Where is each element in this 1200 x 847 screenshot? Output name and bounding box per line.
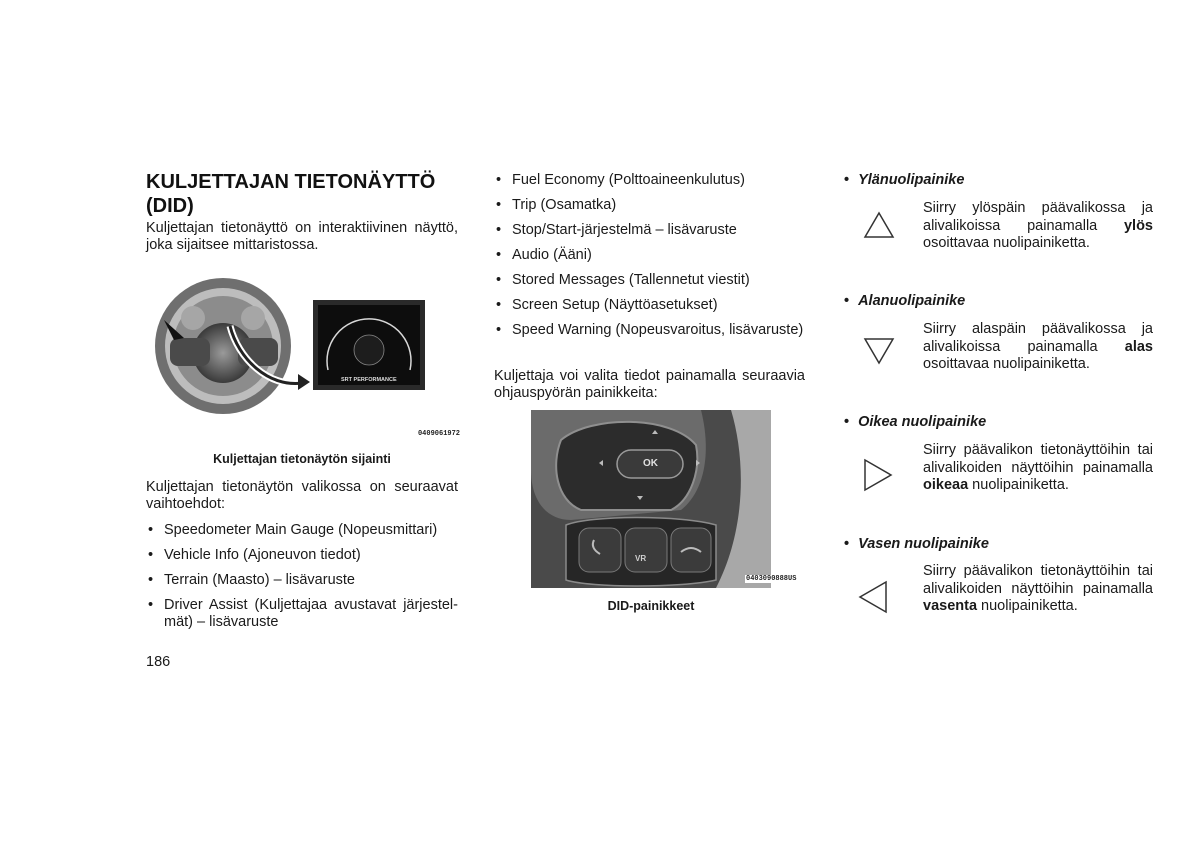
figure2-code: 0403090888US — [746, 575, 797, 583]
list-item: • Speed Warning (Nopeusvaroitus, lisävaruste) — [494, 322, 805, 339]
select-intro: Kuljettaja voi valita tiedot painamalla seuraavia ohjauspyörän painikkeita: — [494, 368, 805, 401]
up-button-title: Ylänuolipainike — [858, 172, 965, 188]
menu-list-1 — [146, 522, 458, 631]
left-button-title: Vasen nuolipainike — [858, 536, 989, 552]
list-item: • Fuel Economy (Polttoaineenkulutus) — [494, 172, 805, 189]
left-button-heading: • Vasen nuolipainike — [844, 536, 989, 552]
left-button-description: Siirry päävalikon tietonäyttöihin tai alivalikoiden näyttöihin painamalla vasenta nuolipainiketta. — [923, 563, 1153, 614]
list-item: • Stop/Start-järjestelmä – lisävaruste — [494, 222, 805, 239]
down-button-description: Siirry alaspäin päävalikossa ja alivalikoissa painamalla alas osoittavaa nuolipainiketta. — [923, 321, 1153, 372]
menu-intro: Kuljettajan tietonäytön valikossa on seuraavat vaihtoehdot: — [146, 479, 458, 512]
figure1-caption: Kuljettajan tietonäytön sijainti — [213, 452, 391, 466]
right-button-title: Oikea nuolipainike — [858, 414, 987, 430]
section-title-line1: KULJETTAJAN TIETONÄYTTÖ — [146, 171, 436, 193]
did-buttons-photo — [531, 410, 771, 588]
figure-did-location — [148, 278, 460, 443]
page-number: 186 — [146, 654, 171, 670]
left-arrow-icon — [857, 579, 889, 615]
up-button-heading: • Ylänuolipainike — [844, 172, 965, 188]
figure-did-buttons — [531, 410, 771, 588]
down-arrow-icon — [862, 336, 896, 366]
list-item: • Speedometer Main Gauge (Nopeusmittari) — [146, 522, 458, 539]
list-item: • Audio (Ääni) — [494, 247, 805, 264]
list-item: • Vehicle Info (Ajoneuvon tiedot) — [146, 547, 458, 564]
right-button-description: Siirry päävalikon tietonäyttöihin tai alivalikoiden näyttöihin painamalla oikeaa nuolipainiketta. — [923, 442, 1153, 493]
list-item: • Driver Assist (Kuljettajaa avustavat järjestel-mät) – lisävaruste — [146, 597, 458, 631]
up-arrow-icon — [862, 210, 896, 240]
list-item: • Terrain (Maasto) – lisävaruste — [146, 572, 458, 589]
menu-list-2 — [494, 172, 805, 339]
section-title-line2: (DID) — [146, 195, 194, 217]
right-button-heading: • Oikea nuolipainike — [844, 414, 987, 430]
ok-button-label: OK — [643, 458, 658, 469]
display-text: SRT PERFORMANCE — [341, 377, 397, 383]
vr-button-label: VR — [635, 554, 647, 563]
list-item: • Screen Setup (Näyttöasetukset) — [494, 297, 805, 314]
section-title — [146, 170, 466, 218]
list-item: • Stored Messages (Tallennetut viestit) — [494, 272, 805, 289]
intro-paragraph: Kuljettajan tietonäyttö on interaktiivinen näyttö, joka sijaitsee mittaristossa. — [146, 220, 458, 253]
list-item: • Trip (Osamatka) — [494, 197, 805, 214]
steering-wheel-illustration — [148, 278, 460, 443]
figure2-caption: DID-painikkeet — [607, 599, 695, 613]
figure1-code: 0409061972 — [417, 430, 460, 438]
right-arrow-icon — [862, 457, 894, 493]
down-button-heading: • Alanuolipainike — [844, 293, 966, 309]
up-button-description: Siirry ylöspäin päävalikossa ja alivalikoissa painamalla ylös osoittavaa nuolipainiketta. — [923, 200, 1153, 251]
down-button-title: Alanuolipainike — [858, 293, 966, 309]
